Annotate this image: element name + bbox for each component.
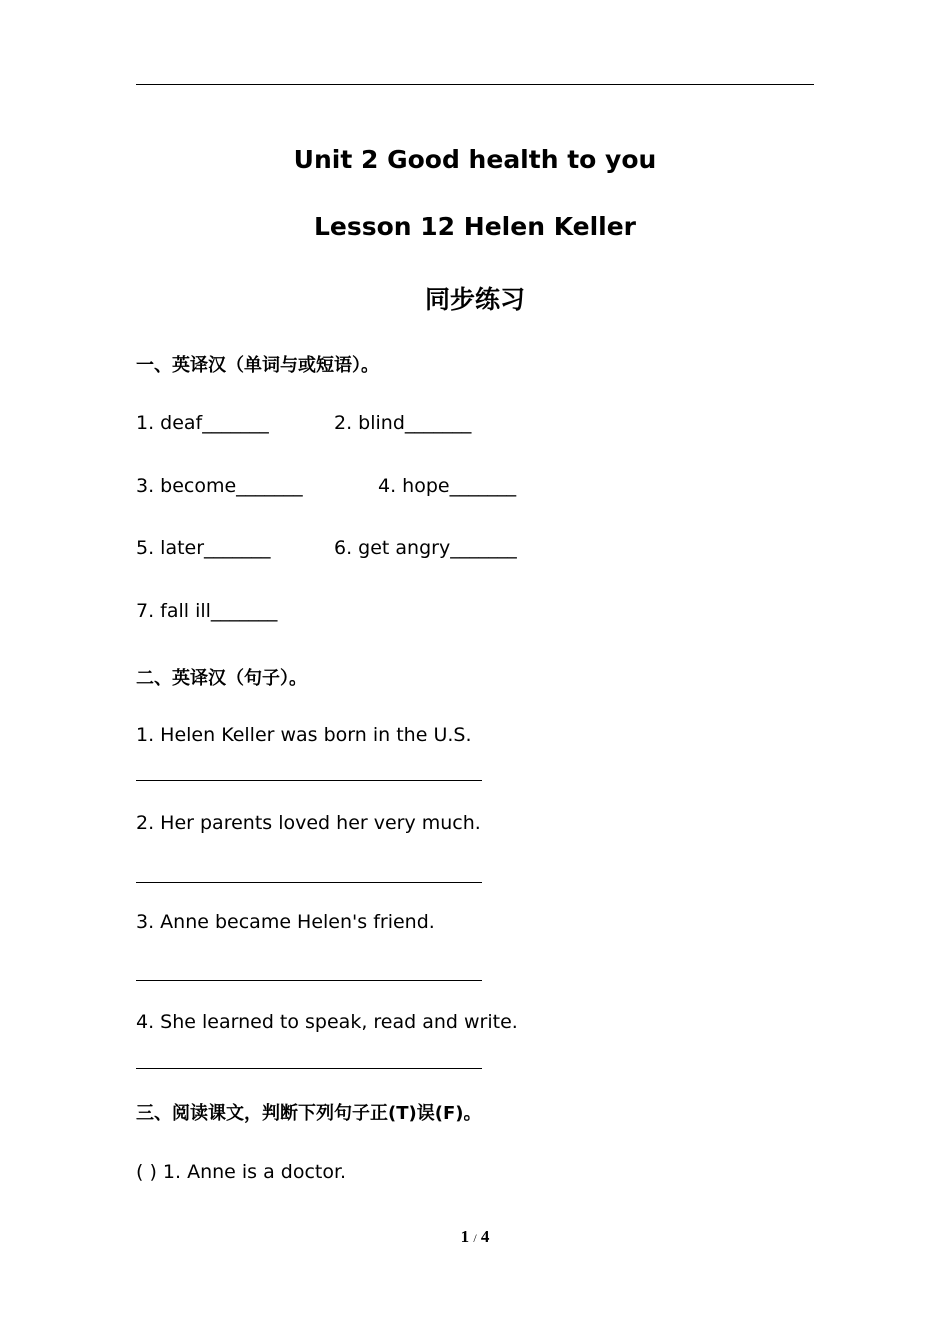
- sentence-2: 2. Her parents loved her very much.: [136, 812, 481, 834]
- vocab-item-1: 1. deaf_______: [136, 412, 269, 434]
- current-page: 1: [460, 1227, 470, 1246]
- vocab-item-6: 6. get angry_______: [334, 537, 517, 559]
- answer-line-2: [136, 882, 482, 883]
- lesson-title: Lesson 12 Helen Keller: [313, 212, 637, 241]
- answer-line-4: [136, 1068, 482, 1069]
- vocab-item-4: 4. hope_______: [378, 475, 517, 497]
- answer-line-3: [136, 980, 482, 981]
- header-rule: [136, 84, 814, 85]
- sentence-4: 4. She learned to speak, read and write.: [136, 1011, 518, 1033]
- page-separator: /: [473, 1231, 477, 1245]
- true-false-item-1: ( ) 1. Anne is a doctor.: [136, 1161, 347, 1183]
- answer-line-1: [136, 780, 482, 781]
- page-title: Unit 2 Good health to you: [293, 145, 657, 174]
- total-pages: 4: [480, 1227, 490, 1246]
- vocab-item-5: 5. later_______: [136, 537, 271, 559]
- vocab-item-2: 2. blind_______: [334, 412, 472, 434]
- vocab-item-3: 3. become_______: [136, 475, 303, 497]
- sentence-3: 3. Anne became Helen's friend.: [136, 911, 435, 933]
- section-2-heading: 二、英译汉（句子）。: [136, 668, 307, 689]
- vocab-item-7: 7. fall ill_______: [136, 600, 278, 622]
- sentence-1: 1. Helen Keller was born in the U.S.: [136, 724, 472, 746]
- page-subtitle: 同步练习: [424, 285, 525, 314]
- page-number: [0, 1227, 950, 1247]
- section-1-heading: 一、英译汉（单词与或短语）。: [136, 355, 379, 376]
- section-3-heading: 三、阅读课文，判断下列句子正(T)误(F)。: [136, 1103, 482, 1124]
